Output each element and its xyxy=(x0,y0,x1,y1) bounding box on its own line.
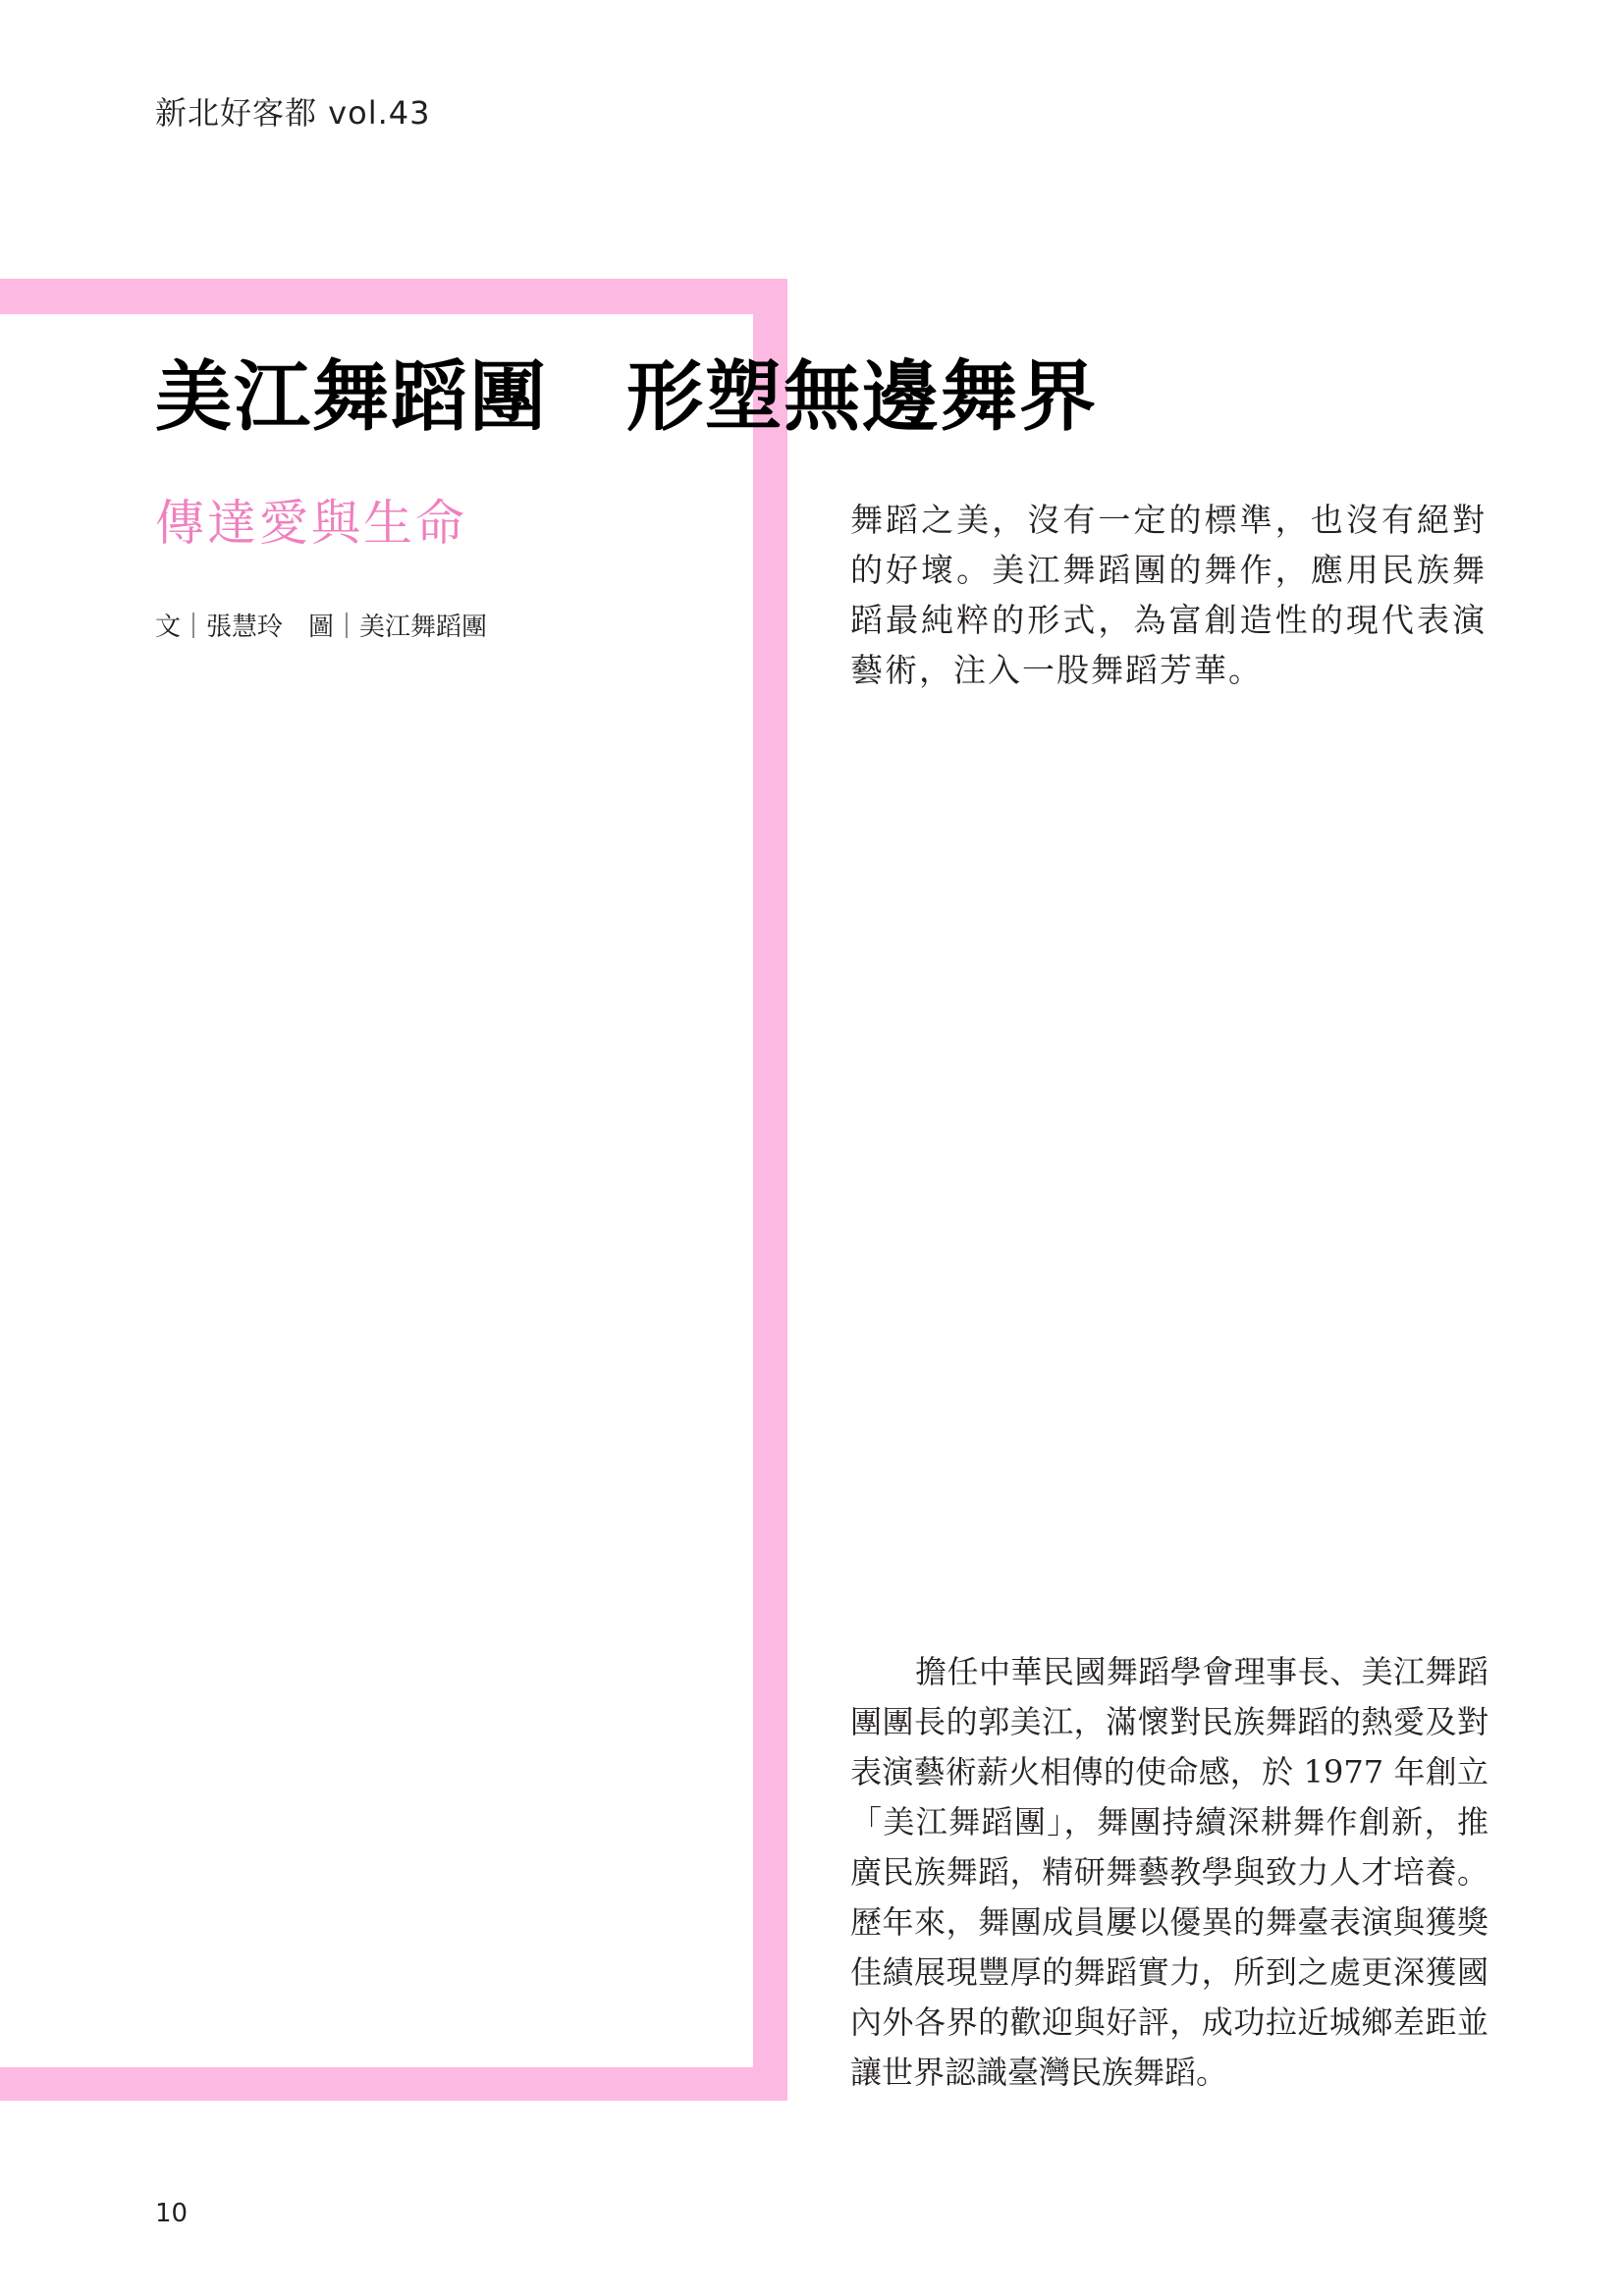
pink-frame-right xyxy=(753,279,787,2101)
pink-frame-bottom xyxy=(0,2067,787,2101)
magazine-header: 新北好客都 vol.43 xyxy=(155,94,431,132)
article-subtitle: 傳達愛與生命 xyxy=(155,495,467,552)
article-body: 擔任中華民國舞蹈學會理事長、美江舞蹈團團長的郭美江，滿懷對民族舞蹈的熱愛及對表演藝術薪火相傳的使命感，於 1977 年創立「美江舞蹈團」，舞團持續深耕舞作創新，推廣民族舞蹈，精研舞藝教學與致力人才培養。歷年來，舞團成員屢以優異的舞臺表演與獲獎佳績展現豐厚的舞蹈實力，所到之處更深獲國內外各界的歡迎與好評，成功拉近城鄉差距並讓世界認識臺灣民族舞蹈。 xyxy=(850,1653,1489,2091)
article-lead: 舞蹈之美，沒有一定的標準，也沒有絕對的好壞。美江舞蹈團的舞作，應用民族舞蹈最純粹的形式，為富創造性的現代表演藝術，注入一股舞蹈芳華。 xyxy=(850,501,1487,689)
article-title: 美江舞蹈團 形塑無邊舞界 xyxy=(155,353,1099,442)
page-number: 10 xyxy=(155,2199,189,2228)
pink-frame-top xyxy=(0,279,787,314)
article-credits: 文｜張慧玲 圖｜美江舞蹈團 xyxy=(155,613,488,642)
